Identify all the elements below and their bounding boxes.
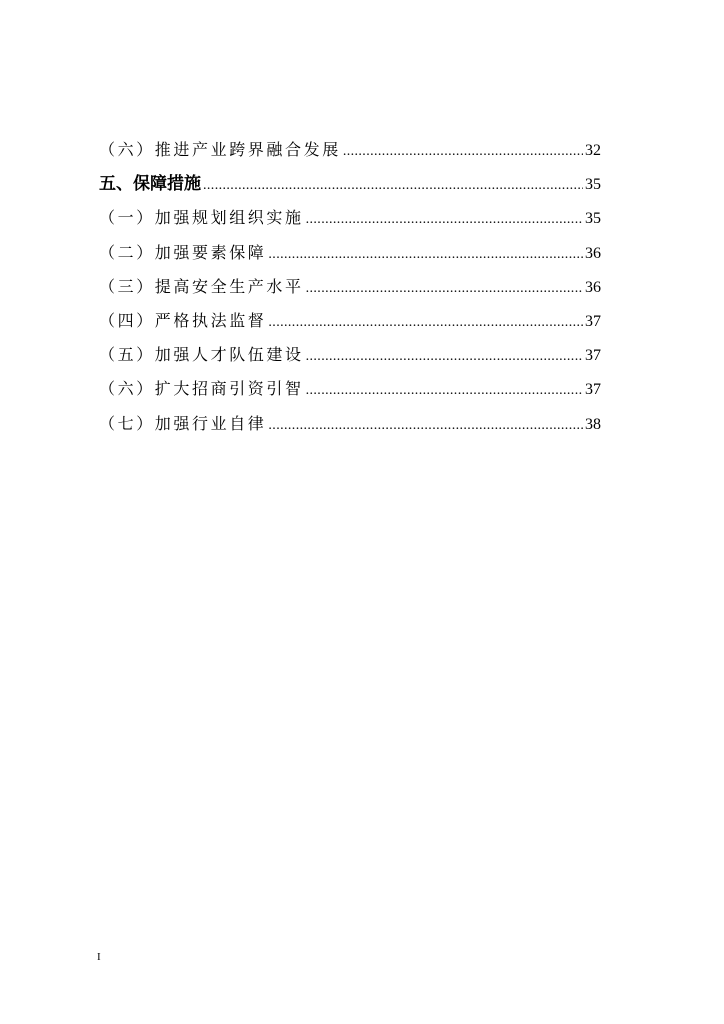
toc-entry-title: 五、保障措施: [99, 174, 201, 195]
toc-dot-leader: [306, 340, 583, 374]
toc-entry-title: （四）严格执法监督: [99, 310, 267, 330]
toc-entry-title: （二）加强要素保障: [99, 242, 267, 262]
toc-entry-title: （七）加强行业自律: [99, 413, 267, 433]
toc-entry[interactable]: [99, 236, 601, 270]
toc-entry[interactable]: [99, 167, 601, 201]
toc-dot-leader: [343, 135, 583, 169]
page-number: I: [97, 951, 101, 963]
toc-dot-leader: [268, 306, 583, 340]
toc-dot-leader: [306, 203, 583, 237]
toc-entry-page: 37: [585, 312, 601, 330]
toc-dot-leader: [306, 272, 583, 306]
toc-entry-title: （一）加强规划组织实施: [99, 208, 304, 228]
toc-entry-page: 36: [585, 244, 601, 262]
toc-entry-title: （六）扩大招商引资引智: [99, 379, 304, 399]
toc-entry-page: 32: [585, 142, 601, 159]
toc-entry-page: 36: [585, 278, 601, 296]
toc-entry-title: （五）加强人才队伍建设: [99, 345, 304, 365]
toc-dot-leader: [268, 409, 583, 443]
toc-entry[interactable]: [99, 201, 601, 235]
toc-entry[interactable]: [99, 304, 601, 338]
toc-entry[interactable]: [99, 133, 601, 167]
toc-dot-leader: [268, 238, 583, 272]
toc-entry[interactable]: [99, 270, 601, 304]
toc-entry-title: （六）推进产业跨界融合发展: [99, 140, 341, 159]
toc-entry-page: 37: [585, 347, 601, 365]
toc-entry-page: 37: [585, 381, 601, 399]
toc-entry-page: 35: [585, 176, 601, 194]
table-of-contents: [99, 133, 601, 441]
toc-entry-page: 38: [585, 415, 601, 433]
toc-entry-title: （三）提高安全生产水平: [99, 276, 304, 296]
toc-dot-leader: [203, 169, 583, 203]
toc-entry[interactable]: [99, 407, 601, 441]
toc-entry[interactable]: [99, 372, 601, 406]
toc-dot-leader: [306, 374, 583, 408]
toc-entry-page: 35: [585, 210, 601, 228]
toc-entry[interactable]: [99, 338, 601, 372]
